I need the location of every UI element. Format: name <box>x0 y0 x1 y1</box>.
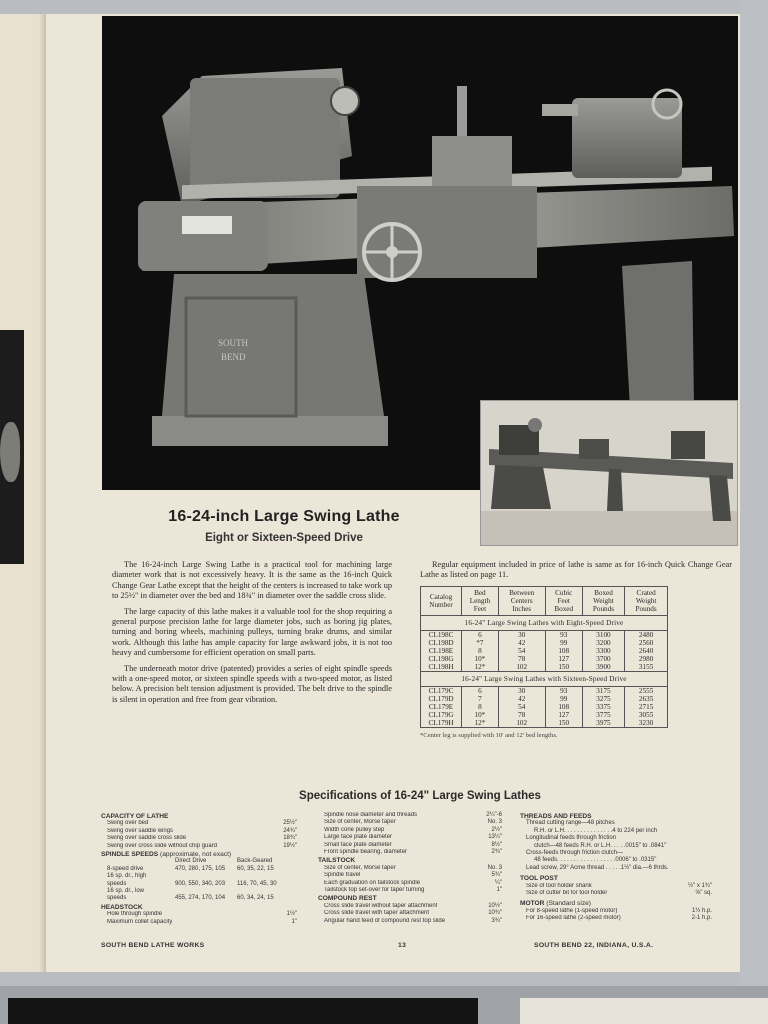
spec-value: 2-1 h.p. <box>691 915 712 922</box>
table-cell <box>421 686 462 727</box>
table-cell <box>545 630 582 671</box>
spec-row <box>101 911 297 918</box>
catalog-table-body <box>421 615 668 727</box>
long-bed-lathe-illustration <box>481 401 738 546</box>
cell-value: 3975 <box>596 718 611 727</box>
spindle-speed-cell: speeds <box>107 880 127 887</box>
spec-value: 1" <box>496 887 502 894</box>
spec-row <box>520 883 712 890</box>
spec-head-threads: THREADS AND FEEDS <box>520 813 592 820</box>
table-row <box>421 630 668 671</box>
spec-column-threads <box>520 812 712 923</box>
table-cell <box>462 630 499 671</box>
spec-head-tailstock: TAILSTOCK <box>318 857 356 865</box>
spec-row <box>318 812 502 819</box>
spec-head-headstock: HEADSTOCK <box>101 903 143 911</box>
spindle-speed-cell: 60, 34, 24, 15 <box>237 895 274 902</box>
spec-label: Maximum collet capacity <box>107 918 173 925</box>
cell-value: CL179H <box>428 718 454 727</box>
spec-label: Swing over saddle cross slide <box>107 835 187 842</box>
page-subtitle: Eight or Sixteen-Speed Drive <box>205 532 363 544</box>
next-page-strip <box>0 986 768 1024</box>
equipment-intro: Regular equipment included in price of lathe is same as for 16-inch Quick Change Gear Lathe as listed on page 11. <box>420 560 732 580</box>
spec-value: 8½" <box>491 841 502 848</box>
spec-row <box>318 872 502 879</box>
spindle-speed-cell: 900, 550, 340, 203 <box>175 880 226 887</box>
description-column <box>112 560 392 710</box>
spec-label: Width cone pulley step <box>324 826 385 833</box>
spec-value: ½" x 1¾" <box>688 882 712 889</box>
spec-value: 3¾" <box>491 917 502 924</box>
footer-address: SOUTH BEND 22, INDIANA, U.S.A. <box>534 942 654 949</box>
spec-label: Swing over saddle wings <box>107 827 174 834</box>
heading-block <box>102 508 466 544</box>
spec-row <box>318 849 502 856</box>
spec-row <box>318 918 502 925</box>
spec-value: 1½ h.p. <box>691 907 712 914</box>
spec-label: Hole through spindle <box>107 911 163 918</box>
cell-value: 6 <box>478 630 482 639</box>
table-cell <box>421 630 462 671</box>
cell-value: 54 <box>518 646 526 655</box>
cell-value: 10* <box>474 654 486 663</box>
header-boxed-weight: Boxed Weight Pounds <box>582 586 625 615</box>
spec-head-motor <box>520 900 712 907</box>
cell-value: 108 <box>558 646 570 655</box>
cell-value: 3775 <box>596 710 611 719</box>
cell-value: 127 <box>558 710 570 719</box>
spec-value: 2½" <box>491 826 502 833</box>
adjacent-page-left <box>0 14 46 972</box>
spec-label: Spindle travel <box>324 872 361 879</box>
spindle-speed-cell: 16 sp. dr., low <box>107 888 145 895</box>
cell-value: 2480 <box>638 630 654 639</box>
spec-value: 10¾" <box>488 910 502 917</box>
cell-value: 54 <box>518 702 526 711</box>
spindle-speed-cell: 455, 274, 170, 104 <box>175 895 226 902</box>
catalog-footnote: *Center leg is supplied with 10' and 12' bed lengths. <box>420 731 558 739</box>
cell-value: 2715 <box>638 702 654 711</box>
spec-value: ⅝" sq. <box>695 890 712 897</box>
spec-label: Angular hand feed of compound rest top slide <box>324 917 446 924</box>
threads-line: Longitudinal feeds through friction <box>526 835 617 842</box>
cell-value: 8 <box>478 646 482 655</box>
spindle-col-back: Back-Geared <box>237 858 273 865</box>
spec-label: Size of center, Morse taper <box>324 864 396 871</box>
spec-head-spindle <box>101 851 297 858</box>
catalog-table <box>420 586 668 728</box>
table-cell <box>462 686 499 727</box>
spindle-col-direct: Direct Drive <box>175 858 207 865</box>
cell-value: 3175 <box>596 686 611 695</box>
cell-value: 3055 <box>638 710 654 719</box>
cell-value: 2640 <box>638 646 654 655</box>
spec-value: 25½" <box>283 820 297 827</box>
spec-row <box>101 828 297 835</box>
spec-row <box>520 908 712 915</box>
header-between-centers: Between Centers Inches <box>498 586 545 615</box>
next-page-paper <box>520 998 768 1024</box>
cell-value: CL198C <box>428 630 454 639</box>
next-page-photo <box>8 998 478 1024</box>
catalog-group-label: 16-24" Large Swing Lathes with Eight-Speed Drive <box>421 615 668 630</box>
spec-head-motor-label: MOTOR <box>520 900 545 908</box>
badge-line-1: SOUTH <box>218 338 249 348</box>
description-paragraph: The large capacity of this lathe makes it a valuable tool for the shop requiring a general purpose precision lathe for large diameter jobs, such as boring jig plates, turning and boring wheels, machining pulleys, turning brake drums, and similar work. Although this lathe has ample capacity for large awkward jobs, it is not too heavy and cumbersome for efficient operation on small parts. <box>112 606 392 658</box>
cell-value: 3155 <box>638 662 654 671</box>
spec-label: Each graduation on tailstock spindle <box>324 879 421 886</box>
cell-value: 2560 <box>638 638 654 647</box>
spindle-speed-cell: 60, 35, 22, 15 <box>237 865 274 872</box>
cell-value: 3100 <box>596 630 611 639</box>
spec-value: 1" <box>291 918 297 925</box>
cell-value: 150 <box>558 718 570 727</box>
threads-line: Cross-feeds through friction clutch— <box>526 850 624 857</box>
spec-label: Large face plate diameter <box>324 834 393 841</box>
table-cell <box>498 686 545 727</box>
header-cubic-feet: Cubic Feet Boxed <box>545 586 582 615</box>
cell-value: CL198D <box>428 638 454 647</box>
description-paragraph: The 16-24-inch Large Swing Lathe is a practical tool for machining large diameter work that is not excessively heavy. It is the same as the 16-inch Quick Change Gear Lathe except that the height of the centers is increased to take work up to 25½" in diameter over the bed and 18¾" in diameter over the saddle cross slide. <box>112 560 392 601</box>
cell-value: 78 <box>518 654 526 663</box>
spec-value: 1½" <box>286 911 297 918</box>
table-cell <box>582 630 625 671</box>
cell-value: CL198G <box>428 654 454 663</box>
table-cell <box>498 630 545 671</box>
cell-value: 10* <box>474 710 486 719</box>
cell-value: 78 <box>518 710 526 719</box>
cell-value: 3900 <box>596 662 611 671</box>
threads-line: R.H. or L.H. . . . . . . . . . . . . . .4 to 224 per inch <box>534 827 658 834</box>
cell-value: 150 <box>558 662 570 671</box>
spec-value: 5¾" <box>491 872 502 879</box>
spec-column-capacity <box>101 812 297 926</box>
spec-label: Spindle nose diameter and threads <box>324 812 418 818</box>
table-row <box>421 686 668 727</box>
spindle-speed-cell: speeds <box>107 895 127 902</box>
spindle-speed-cell <box>175 888 237 895</box>
cell-value: 30 <box>518 630 526 639</box>
cell-value: 42 <box>518 694 526 703</box>
table-cell <box>625 630 668 671</box>
spec-row <box>318 827 502 834</box>
threads-line: clutch—48 feeds R.H. or L.H. . . . .0015" to .0841" <box>534 842 667 849</box>
equipment-column <box>420 560 732 741</box>
spindle-speed-row <box>101 881 297 888</box>
spec-head-motor-note: (Standard size) <box>546 900 591 908</box>
cell-value: 2980 <box>638 654 654 663</box>
spec-label: For 16-speed lathe (2-speed motor) <box>526 915 621 922</box>
cell-value: CL198H <box>428 662 454 671</box>
catalog-group-label: 16-24" Large Swing Lathes with Sixteen-Speed Drive <box>421 671 668 686</box>
spec-row <box>318 865 502 872</box>
spec-label: For 8-speed lathe (1-speed motor) <box>526 907 618 914</box>
cell-value: 2635 <box>638 694 654 703</box>
cell-value: 2555 <box>638 686 654 695</box>
cell-value: 108 <box>558 702 570 711</box>
cell-value: *7 <box>476 638 484 647</box>
spec-label: Cross slide travel without taper attachment <box>324 902 438 909</box>
spec-value: No. 3 <box>487 864 502 871</box>
spec-row <box>101 843 297 850</box>
threads-line: Lead screw, 29° Acme thread . . . . .1½" dia.—6 thrds. <box>526 864 669 871</box>
table-cell <box>582 686 625 727</box>
spec-value: 19½" <box>283 842 297 849</box>
threads-line: Thread cutting range—48 pitches <box>526 820 615 827</box>
specs-title: Specifications of 16-24" Large Swing Lathes <box>299 790 541 802</box>
spindle-speed-cell <box>175 873 237 880</box>
spec-value: 2¼"-6 <box>486 812 502 818</box>
spec-row <box>318 834 502 841</box>
badge-line-2: BEND <box>221 352 246 362</box>
threads-line: 48 feeds. . . . . . . . . . . . . . . . . .0006" to .0315" <box>534 857 657 864</box>
page-title: 16-24-inch Large Swing Lathe <box>168 508 400 525</box>
page-number: 13 <box>398 942 407 949</box>
spec-row <box>318 910 502 917</box>
cell-value: 102 <box>516 662 528 671</box>
scanner-background <box>740 0 768 986</box>
spec-label: Front spindle bearing, diameter <box>324 849 408 856</box>
cell-value: 30 <box>518 686 526 695</box>
cell-value: CL179E <box>428 702 454 711</box>
cell-value: 8 <box>478 702 482 711</box>
header-bed-length: Bed Length Feet <box>462 586 499 615</box>
spec-label: Cross slide travel with taper attachment <box>324 910 430 917</box>
spec-row <box>101 919 297 926</box>
spec-row <box>101 820 297 827</box>
cell-value: 12* <box>474 662 486 671</box>
catalog-header-row <box>421 586 668 615</box>
cell-value: 3300 <box>596 646 611 655</box>
header-crated-weight: Crated Weight Pounds <box>625 586 668 615</box>
cell-value: 93 <box>560 630 568 639</box>
spec-row <box>520 890 712 897</box>
cell-value: CL179G <box>428 710 454 719</box>
cell-value: 93 <box>560 686 568 695</box>
spindle-speed-row <box>101 873 297 880</box>
cell-value: CL179D <box>428 694 454 703</box>
spec-value: No. 3 <box>487 819 502 826</box>
spec-row <box>520 915 712 922</box>
cell-value: 99 <box>560 694 568 703</box>
page-edge-shadow <box>39 14 45 972</box>
spec-label: Swing over cross slide without chip guard <box>107 842 218 849</box>
table-cell <box>545 686 582 727</box>
spec-label: Small face plate diameter <box>324 841 392 848</box>
cell-value: 3275 <box>596 694 611 703</box>
cell-value: 127 <box>558 654 570 663</box>
spec-row <box>318 819 502 826</box>
catalog-group-row <box>421 671 668 686</box>
cell-value: CL198E <box>428 646 454 655</box>
spec-row <box>101 835 297 842</box>
spec-head-toolpost: TOOL POST <box>520 875 558 883</box>
spindle-speed-cell: 16 sp. dr., high <box>107 873 147 880</box>
spec-value: ¼" <box>494 879 502 886</box>
spec-label: Size of center, Morse taper <box>324 819 396 826</box>
adjacent-page-photo <box>0 330 24 564</box>
cell-value: 6 <box>478 686 482 695</box>
cell-value: 42 <box>518 638 526 647</box>
spec-value: 18¾" <box>283 835 297 842</box>
spec-row <box>318 842 502 849</box>
spec-row <box>318 903 502 910</box>
spindle-speed-cell: 470, 280, 175, 105 <box>175 865 226 872</box>
table-cell <box>625 686 668 727</box>
catalog-page <box>46 14 740 972</box>
spec-head-capacity: CAPACITY OF LATHE <box>101 813 169 820</box>
spindle-speed-cell: 8-speed drive <box>107 865 144 872</box>
spindle-speed-row <box>101 895 297 902</box>
spec-row <box>318 887 502 894</box>
cell-value: 102 <box>516 718 528 727</box>
spec-value: 24¾" <box>283 827 297 834</box>
spec-label: Swing over bed <box>107 820 149 827</box>
spindle-speed-row <box>101 888 297 895</box>
spec-label: Tailstock top set-over for taper turning <box>324 887 425 894</box>
catalog-group-row <box>421 615 668 630</box>
spec-value: 10½" <box>488 902 502 909</box>
description-paragraph: The underneath motor drive (patented) provides a series of eight spindle speeds with a one-speed motor, or sixteen spindle speeds with a two-speed motor, as listed below. A precision belt tension adjustment is provided. The belt drive to the spindle is silent in operation and free from gear vibration. <box>112 663 392 704</box>
spec-row <box>318 880 502 887</box>
cell-value: 3700 <box>596 654 611 663</box>
cell-value: 7 <box>478 694 482 703</box>
cell-value: 3230 <box>638 718 654 727</box>
inset-photo-long-bed-lathe <box>480 400 738 546</box>
cell-value: 99 <box>560 638 568 647</box>
spec-column-tailstock <box>318 812 502 925</box>
spec-head-spindle-label: SPINDLE SPEEDS <box>101 851 159 859</box>
cell-value: 3200 <box>596 638 611 647</box>
spindle-col-headers <box>101 858 297 865</box>
spindle-speed-cell: 116, 70, 45, 30 <box>237 880 277 887</box>
spec-value: 2¾" <box>491 849 502 856</box>
cell-value: CL179C <box>428 686 454 695</box>
spec-head-spindle-note: (approximate, not exact) <box>160 851 232 859</box>
spindle-speed-row <box>101 866 297 873</box>
spec-head-compound: COMPOUND REST <box>318 895 377 903</box>
spec-label: Size of cutter bit for tool holder <box>526 890 608 897</box>
header-catalog-number: Catalog Number <box>421 586 462 615</box>
spec-label: Size of tool holder shank <box>526 882 592 889</box>
spec-value: 13¼" <box>488 834 502 841</box>
cell-value: 12* <box>474 718 486 727</box>
cell-value: 3375 <box>596 702 611 711</box>
footer-publisher: SOUTH BEND LATHE WORKS <box>101 942 205 949</box>
